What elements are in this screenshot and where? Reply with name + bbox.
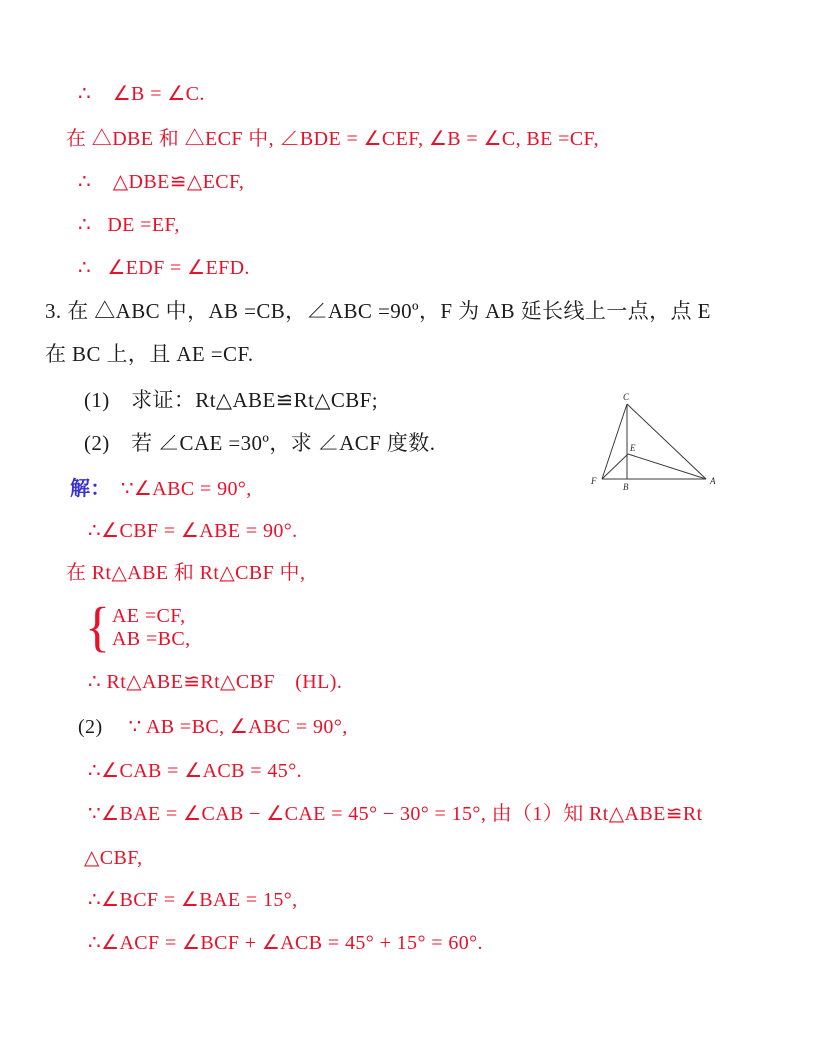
- solution-line-cbf-wrap: △CBF,: [84, 847, 143, 869]
- proof-line-in-triangles: 在 △DBE 和 △ECF 中, ∠BDE = ∠CEF, ∠B = ∠C, BE =CF,: [66, 128, 599, 150]
- problem3-statement-line2: 在 BC 上，且 AE =CF.: [45, 342, 254, 366]
- triangle-figure: [588, 390, 748, 494]
- system-eq-1: AE =CF,: [111, 605, 186, 627]
- vertex-label-b: B: [623, 482, 629, 492]
- solution-part2-first-line: [78, 715, 348, 740]
- solution-line-ab-bc: ∵ AB =BC, ∠ABC = 90°,: [128, 716, 348, 738]
- proof-line-congruent: ∴ △DBE≌△ECF,: [78, 171, 245, 193]
- equation-system: [85, 597, 191, 658]
- solution-first-line: [70, 477, 252, 502]
- solution-line-cbf-abe: ∴∠CBF = ∠ABE = 90°.: [88, 520, 298, 542]
- solution-line-cab-acb-45: ∴∠CAB = ∠ACB = 45°.: [88, 760, 302, 782]
- problem3-statement-line1: 3. 在 △ABC 中，AB =CB，∠ABC =90º，F 为 AB 延长线上一点，点 E: [45, 299, 711, 323]
- vertex-label-e: E: [630, 443, 636, 453]
- solution-label: 解：: [70, 478, 111, 500]
- vertex-label-a: A: [710, 476, 716, 486]
- solution-line-bcf-bae-15: ∴∠BCF = ∠BAE = 15°,: [88, 889, 298, 911]
- system-eq-2: AB =BC,: [111, 628, 191, 650]
- solution-line-abc-90: ∵∠ABC = 90°,: [120, 478, 252, 500]
- solution-line-bae-15: ∵∠BAE = ∠CAB − ∠CAE = 45° − 30° = 15°, 由（1）知 Rt△ABE≌Rt: [88, 803, 703, 825]
- vertex-label-f: F: [591, 476, 597, 486]
- problem3-item-1: (1) 求证：Rt△ABE≌Rt△CBF;: [84, 388, 378, 412]
- vertex-label-c: C: [623, 392, 630, 402]
- problem3-item-2: (2) 若 ∠CAE =30º，求 ∠ACF 度数.: [84, 431, 436, 455]
- proof-line-edf-efd: ∴ ∠EDF = ∠EFD.: [78, 257, 250, 279]
- solution-line-hl-congruent: ∴ Rt△ABE≌Rt△CBF (HL).: [88, 671, 343, 693]
- triangle-edges: [602, 404, 706, 479]
- proof-line-de-ef: ∴ DE =EF,: [78, 214, 180, 236]
- solution-line-in-rt-triangles: 在 Rt△ABE 和 Rt△CBF 中,: [66, 562, 306, 584]
- proof-line-b-equals-c: ∴ ∠B = ∠C.: [78, 83, 205, 105]
- solution-line-acf-60: ∴∠ACF = ∠BCF + ∠ACB = 45° + 15° = 60°.: [88, 932, 483, 954]
- part2-label: (2): [78, 716, 103, 738]
- left-brace: {: [85, 597, 110, 658]
